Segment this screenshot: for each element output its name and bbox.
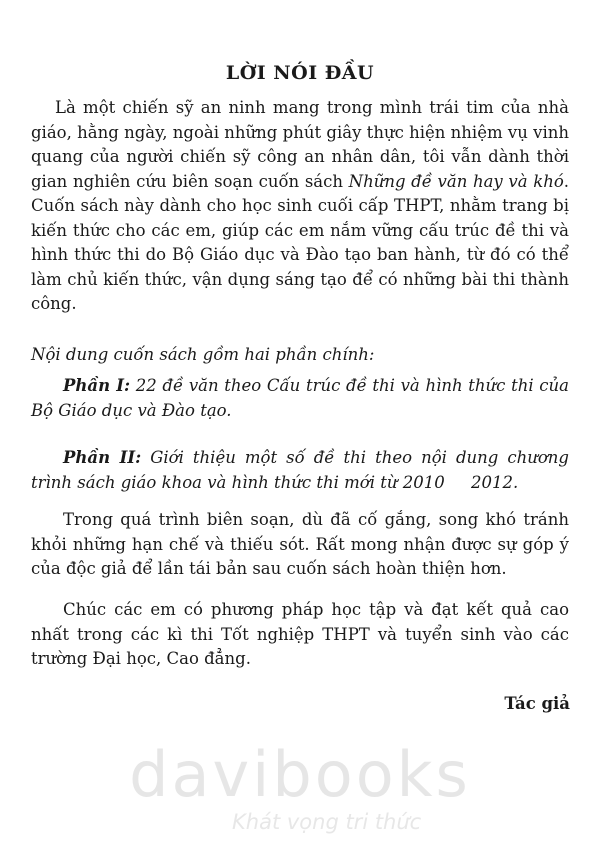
watermark-slogan: Khát vọng tri thức	[232, 810, 422, 834]
watermark-brand: davibooks	[129, 738, 471, 811]
wishes-paragraph: Chúc các em có phương pháp học tập và đạt kết quả cao nhất trong các kì thi Tốt nghiệp THPT và tuyển sinh vào các trường Đại học, Cao đẳng.	[31, 600, 569, 668]
page-title: LỜI NÓI ĐẦU	[225, 62, 375, 84]
part-one-text: 22 đề văn theo Cấu trúc đề thi và hình thức thi của Bộ Giáo dục và Đào tạo.	[31, 376, 569, 420]
limitations-paragraph: Trong quá trình biên soạn, dù đã cố gắng, song khó tránh khỏi những hạn chế và thiếu sót. Rất mong nhận được sự góp ý của độc giả để lần tái bản sau cuốn sách hoàn thiện hơn.	[31, 510, 569, 578]
part-two-label: Phần II:	[63, 448, 142, 467]
intro-paragraph-text: Là một chiến sỹ an ninh mang trong mình trái tim của nhà giáo, hằng ngày, ngoài những phút giây thực hiện nhiệm vụ vinh quang của người chiến sỹ công an nhân dân, tôi vẫn dành thời gian nghiên cứu biên soạn cuốn sách	[31, 98, 569, 191]
part-two-text: Giới thiệu một số đề thi theo nội dung chương trình sách giáo khoa và hình thức thi mới từ 2010 2012.	[31, 448, 575, 492]
part-one	[31, 374, 569, 423]
book-title: Những đề văn hay và khó	[348, 171, 564, 191]
part-two	[31, 446, 575, 495]
intro-paragraph-text-continued: . Cuốn sách này dành cho học sinh cuối cấp THPT, nhằm trang bị kiến thức cho các em, giúp các em nắm vững cấu trúc đề thi và hình thức thi do Bộ Giáo dục và Đào tạo ban hành, từ đó có thể làm chủ kiến thức, vận dụng sáng tạo để có những bài thi thành công.	[31, 171, 570, 313]
intro-paragraph	[31, 96, 569, 317]
part-one-label: Phần I:	[63, 376, 131, 395]
contents-intro: Nội dung cuốn sách gồm hai phần chính:	[31, 345, 375, 364]
author-signature: Tác giả	[504, 694, 570, 713]
